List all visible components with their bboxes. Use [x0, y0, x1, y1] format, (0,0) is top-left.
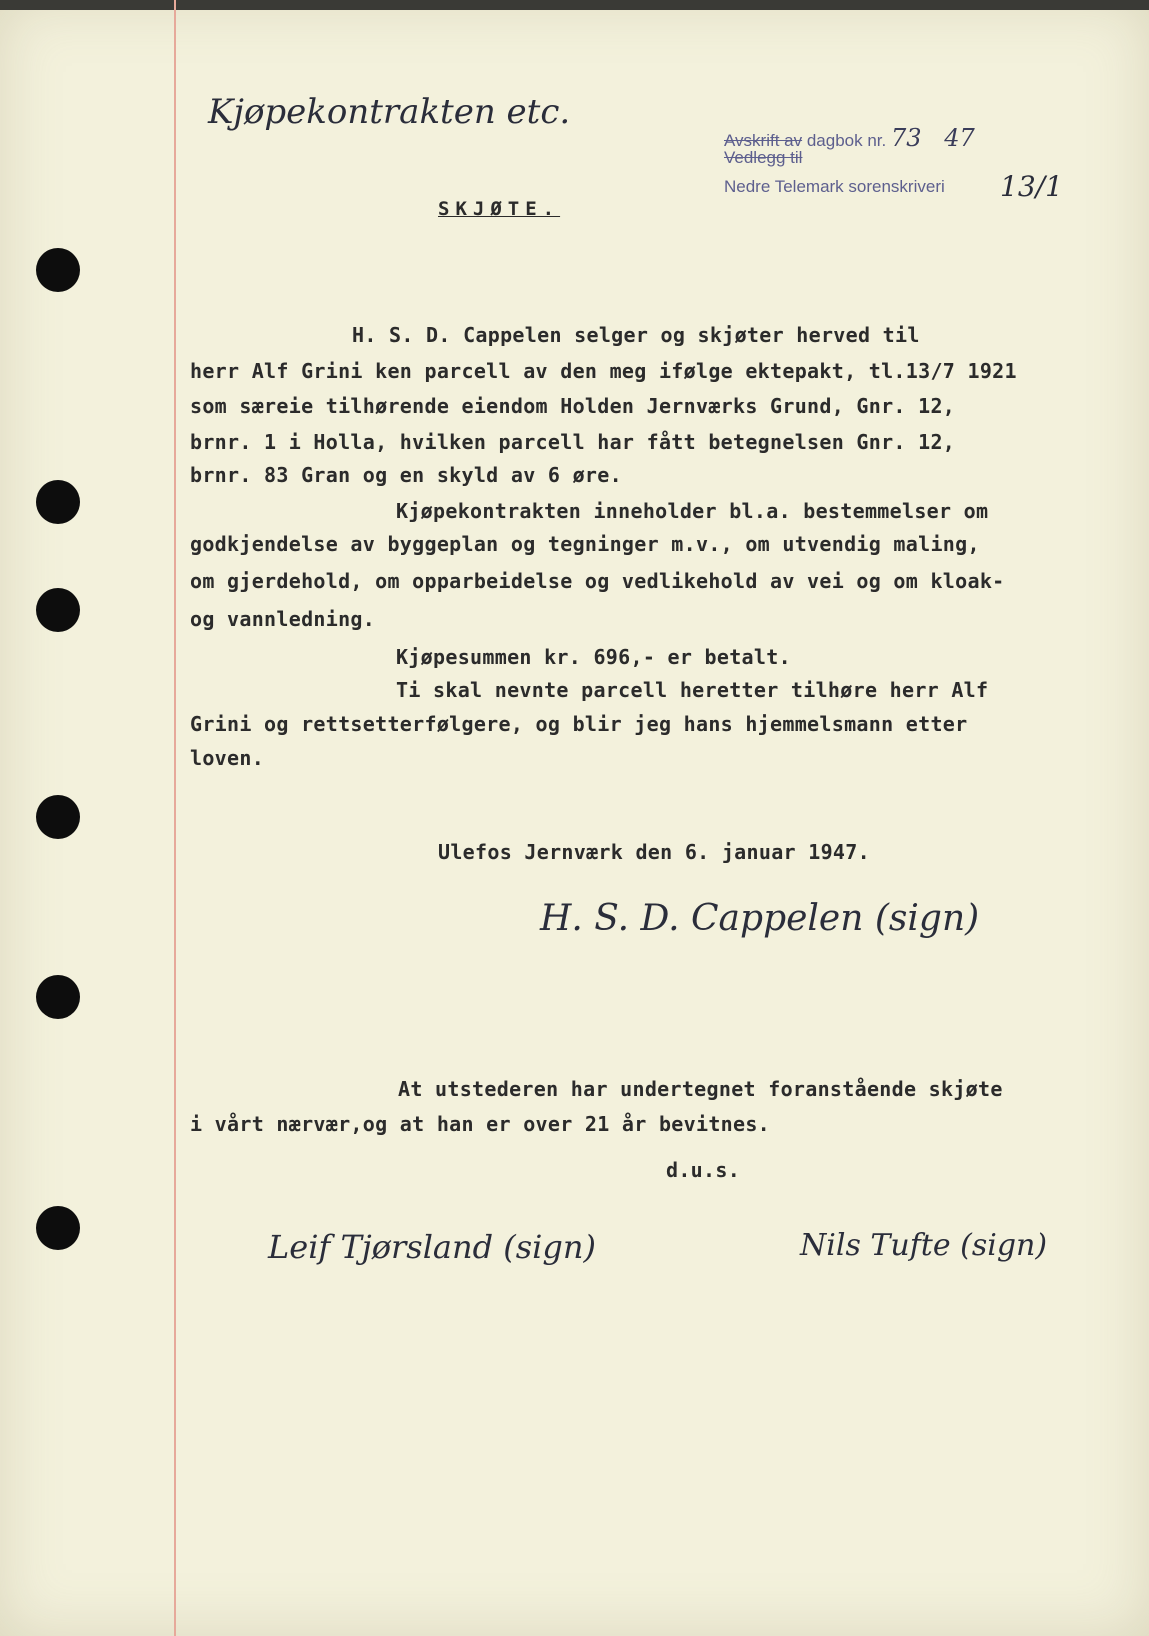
- body-line: Kjøpekontrakten inneholder bl.a. bestemmelser om: [396, 499, 989, 523]
- witness-signature-1: Leif Tjørsland (sign): [268, 1228, 596, 1266]
- body-line: som særeie tilhørende eiendom Holden Jernværks Grund, Gnr. 12,: [190, 394, 956, 418]
- stamp-struck-2: Vedlegg til: [724, 148, 803, 167]
- scan-edge: [0, 0, 1149, 10]
- body-line: herr Alf Grini ken parcell av den meg ifølge ektepakt, tl.13/7 1921: [190, 359, 1017, 383]
- punch-hole: [36, 1206, 80, 1250]
- signature-main: H. S. D. Cappelen (sign): [540, 898, 980, 939]
- stamp-year: 47: [944, 124, 975, 152]
- punch-hole: [36, 480, 80, 524]
- handwritten-annotation: Kjøpekontrakten etc.: [208, 92, 571, 132]
- body-line: godkjendelse av byggeplan og tegninger m.v., om utvendig maling,: [190, 532, 980, 556]
- witness-signature-2: Nils Tufte (sign): [800, 1228, 1048, 1263]
- body-line: H. S. D. Cappelen selger og skjøter herved til: [352, 323, 920, 347]
- body-line: Kjøpesummen kr. 696,- er betalt.: [396, 645, 791, 669]
- witness-line: i vårt nærvær,og at han er over 21 år bevitnes.: [190, 1112, 771, 1136]
- body-line: Grini og rettsetterfølgere, og blir jeg hans hjemmelsmann etter: [190, 712, 968, 736]
- stamp-struck-1: Avskrift av: [724, 131, 803, 150]
- stamp-office: Nedre Telemark sorenskriveri: [724, 177, 945, 196]
- punch-hole: [36, 795, 80, 839]
- punch-hole: [36, 588, 80, 632]
- body-line: brnr. 83 Gran og en skyld av 6 øre.: [190, 463, 622, 487]
- stamp-number: 73: [890, 124, 922, 152]
- witness-line: At utstederen har undertegnet foranstående skjøte: [398, 1077, 1003, 1101]
- body-line: brnr. 1 i Holla, hvilken parcell har fått betegnelsen Gnr. 12,: [190, 430, 956, 454]
- dus: d.u.s.: [666, 1158, 741, 1182]
- margin-line: [174, 0, 176, 1636]
- stamp-date: 13/1: [1000, 170, 1063, 203]
- punch-hole: [36, 975, 80, 1019]
- body-line: loven.: [190, 746, 265, 770]
- document-title: SKJØTE.: [438, 198, 561, 220]
- stamp-dagbok: dagbok nr.: [806, 131, 887, 150]
- body-line: om gjerdehold, om opparbeidelse og vedlikehold av vei og om kloak-: [190, 569, 1005, 593]
- place-date: Ulefos Jernværk den 6. januar 1947.: [438, 840, 870, 864]
- punch-hole: [36, 248, 80, 292]
- body-line: Ti skal nevnte parcell heretter tilhøre herr Alf: [396, 678, 989, 702]
- body-line: og vannledning.: [190, 607, 376, 631]
